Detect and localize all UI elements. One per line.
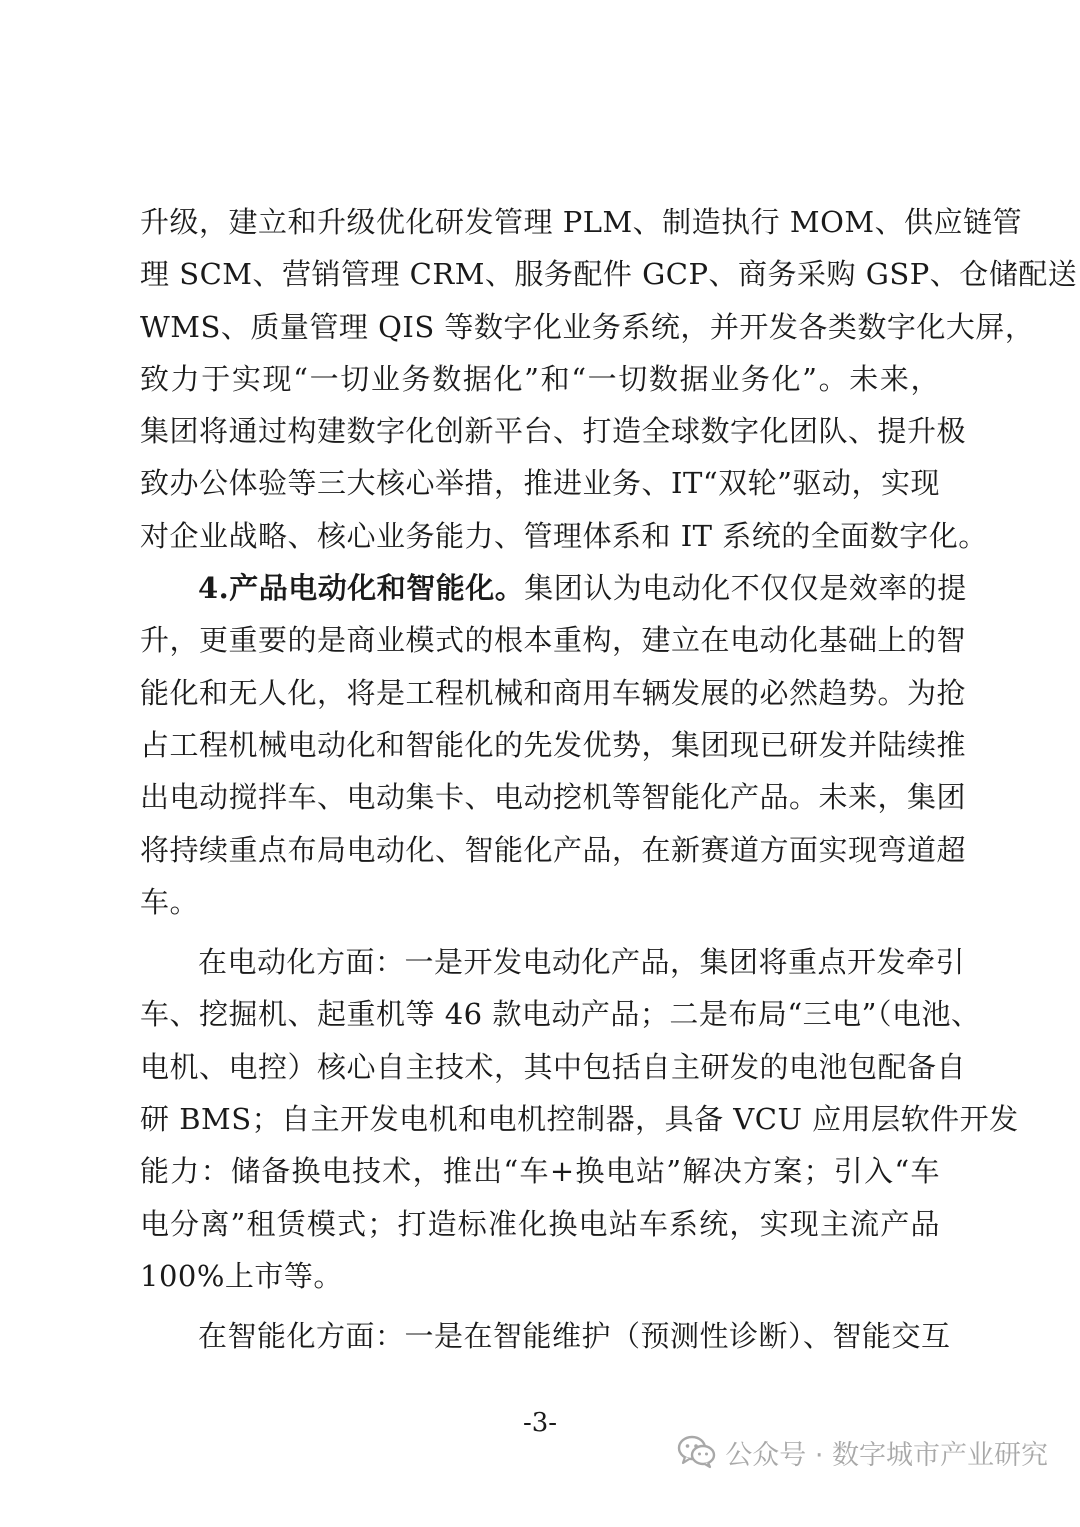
text-line: 能化和无人化，将是工程机械和商用车辆发展的必然趋势。为抢 <box>140 675 967 710</box>
text-line: 车、挖掘机、起重机等 46 款电动产品；二是布局“三电”（电池、 <box>140 997 981 1032</box>
text-line: 出电动搅拌车、电动集卡、电动挖机等智能化产品。未来，集团 <box>140 780 967 815</box>
text-line: 升，更重要的是商业模式的根本重构，建立在电动化基础上的智 <box>140 623 967 658</box>
text-span: 集团认为电动化不仅仅是效率的提 <box>524 571 967 606</box>
watermark <box>677 1430 1048 1474</box>
text-line: 对企业战略、核心业务能力、管理体系和 IT 系统的全面数字化。 <box>140 518 988 553</box>
page-number: -3- <box>522 1408 558 1438</box>
text-line: 在电动化方面：一是开发电动化产品，集团将重点开发牵引 <box>198 945 966 980</box>
text-line: WMS、质量管理 QIS 等数字化业务系统，并开发各类数字化大屏， <box>140 309 1035 344</box>
text-line: 占工程机械电动化和智能化的先发优势，集团现已研发并陆续推 <box>140 727 967 762</box>
body-text <box>140 196 1078 1363</box>
section-heading: 4.产品电动化和智能化。 <box>198 571 525 606</box>
paragraph-1 <box>140 196 1078 562</box>
paragraph-3 <box>140 936 1019 1302</box>
text-line: 将持续重点布局电动化、智能化产品，在新赛道方面实现弯道超 <box>140 832 967 867</box>
text-line: 100%上市等。 <box>140 1258 343 1293</box>
text-line <box>140 562 967 614</box>
text-line: 理 SCM、营销管理 CRM、服务配件 GCP、商务采购 GSP、仓储配送 <box>140 257 1078 292</box>
text-line: 电机、电控）核心自主技术，其中包括自主研发的电池包配备自 <box>140 1049 967 1084</box>
paragraph-4 <box>140 1310 951 1362</box>
text-line: 能力：储备换电技术，推出“车+换电站”解决方案；引入“车 <box>140 1154 940 1189</box>
text-line: 研 BMS；自主开发电机和电机控制器，具备 VCU 应用层软件开发 <box>140 1102 1019 1137</box>
text-line: 在智能化方面：一是在智能维护（预测性诊断）、智能交互 <box>198 1319 951 1354</box>
wechat-icon <box>677 1435 717 1469</box>
text-line: 集团将通过构建数字化创新平台、打造全球数字化团队、提升极 <box>140 414 967 449</box>
text-line: 致办公体验等三大核心举措，推进业务、IT“双轮”驱动，实现 <box>140 466 940 501</box>
text-line: 致力于实现“一切业务数据化”和“一切数据业务化”。未来， <box>140 361 940 396</box>
watermark-text: 公众号 · 数字城市产业研究 <box>725 1439 1048 1471</box>
paragraph-2 <box>140 562 967 928</box>
text-line: 升级，建立和升级优化研发管理 PLM、制造执行 MOM、供应链管 <box>140 205 1023 239</box>
text-line: 车。 <box>140 884 200 919</box>
text-line: 电分离”租赁模式；打造标准化换电站车系统，实现主流产品 <box>140 1206 940 1241</box>
